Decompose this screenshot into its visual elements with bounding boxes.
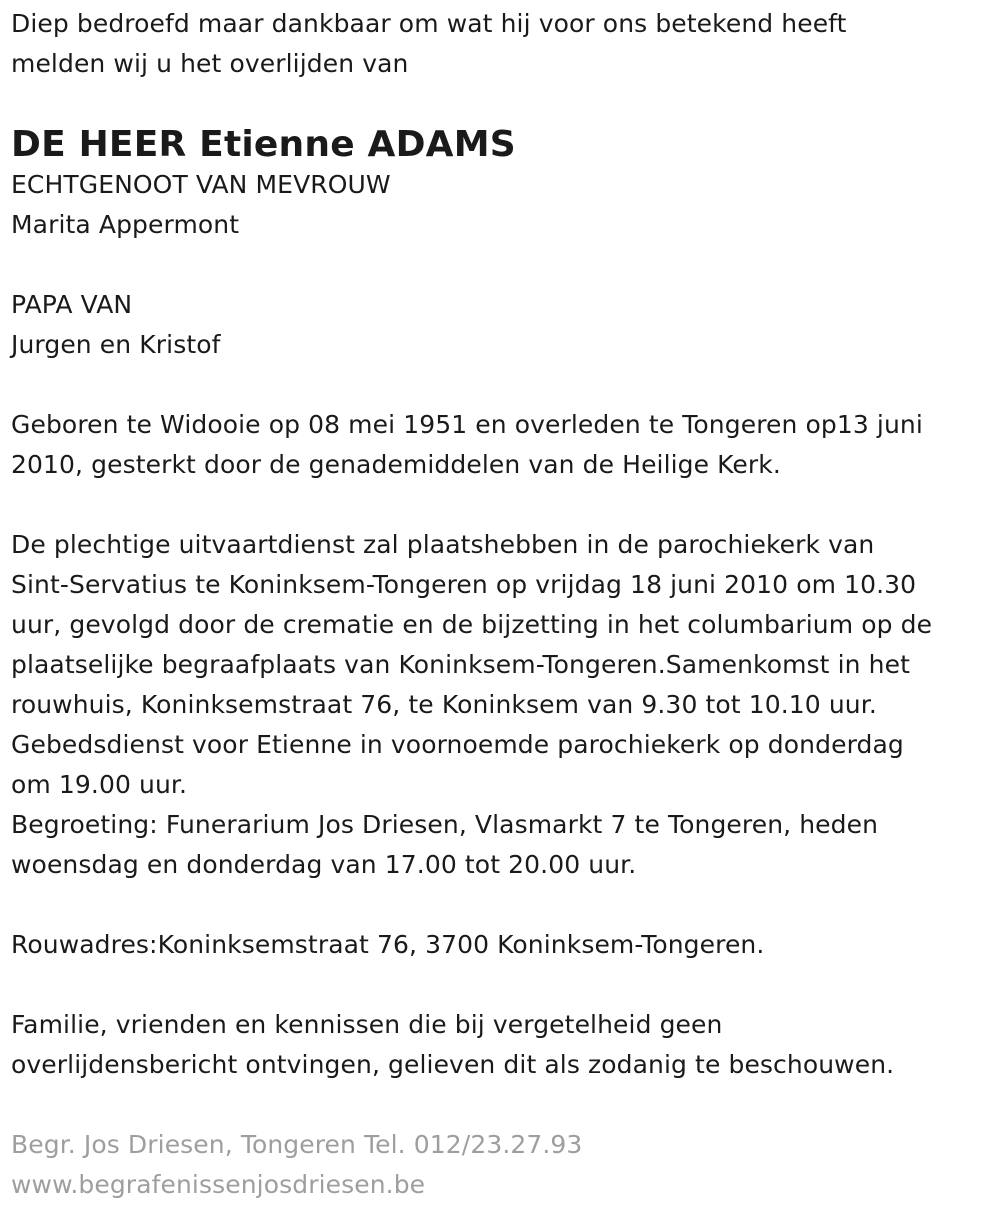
funeral-home-contact: Begr. Jos Driesen, Tongeren Tel. 012/23.27.93 <box>11 1130 583 1159</box>
spacer <box>11 885 996 925</box>
spouse-label: ECHTGENOOT VAN MEVROUW <box>11 170 391 199</box>
paragraph-line: woensdag en donderdag van 17.00 tot 20.00 uur. <box>11 850 637 879</box>
spacer <box>11 485 996 525</box>
paragraph-line: overlijdensbericht ontvingen, gelieven dit als zodanig te beschouwen. <box>11 1050 895 1079</box>
paragraph-line: Familie, vrienden en kennissen die bij vergetelheid geen <box>11 1010 723 1039</box>
paragraph-line: rouwhuis, Koninksemstraat 76, te Koninksem van 9.30 tot 10.10 uur. <box>11 690 877 719</box>
spouse-name: Marita Appermont <box>11 210 240 239</box>
spouse-section <box>11 165 996 245</box>
paragraph-line: uur, gevolgd door de crematie en de bijzetting in het columbarium op de <box>11 610 933 639</box>
intro-text <box>11 4 996 84</box>
children-names: Jurgen en Kristof <box>11 330 221 359</box>
paragraph-line: De plechtige uitvaartdienst zal plaatshebben in de parochiekerk van <box>11 530 875 559</box>
paragraph-line: plaatselijke begraafplaats van Koninksem-Tongeren.Samenkomst in het <box>11 650 910 679</box>
paragraph-line: 2010, gesterkt door de genademiddelen van de Heilige Kerk. <box>11 450 781 479</box>
address-line: Rouwadres:Koninksemstraat 76, 3700 Koninksem-Tongeren. <box>11 930 765 959</box>
intro-line-2: melden wij u het overlijden van <box>11 49 409 78</box>
spacer <box>11 965 996 1005</box>
funeral-home-website: www.begrafenissenjosdriesen.be <box>11 1170 426 1199</box>
family-note-paragraph <box>11 1005 996 1085</box>
intro-line-1: Diep bedroefd maar dankbaar om wat hij voor ons betekend heeft <box>11 9 847 38</box>
obituary-notice <box>11 4 996 1205</box>
spacer <box>11 245 996 285</box>
children-label: PAPA VAN <box>11 290 133 319</box>
paragraph-line: Geboren te Widooie op 08 mei 1951 en overleden te Tongeren op13 juni <box>11 410 923 439</box>
birth-death-paragraph <box>11 405 996 485</box>
paragraph-line: om 19.00 uur. <box>11 770 188 799</box>
funeral-service-paragraph <box>11 525 996 885</box>
paragraph-line: Begroeting: Funerarium Jos Driesen, Vlasmarkt 7 te Tongeren, heden <box>11 810 879 839</box>
paragraph-line: Gebedsdienst voor Etienne in voornoemde parochiekerk op donderdag <box>11 730 904 759</box>
funeral-home-footer <box>11 1125 996 1205</box>
spacer <box>11 1085 996 1125</box>
deceased-name-title: DE HEER Etienne ADAMS <box>11 124 516 165</box>
spacer <box>11 365 996 405</box>
paragraph-line: Sint-Servatius te Koninksem-Tongeren op vrijdag 18 juni 2010 om 10.30 <box>11 570 917 599</box>
children-section <box>11 285 996 365</box>
mourning-address <box>11 925 996 965</box>
